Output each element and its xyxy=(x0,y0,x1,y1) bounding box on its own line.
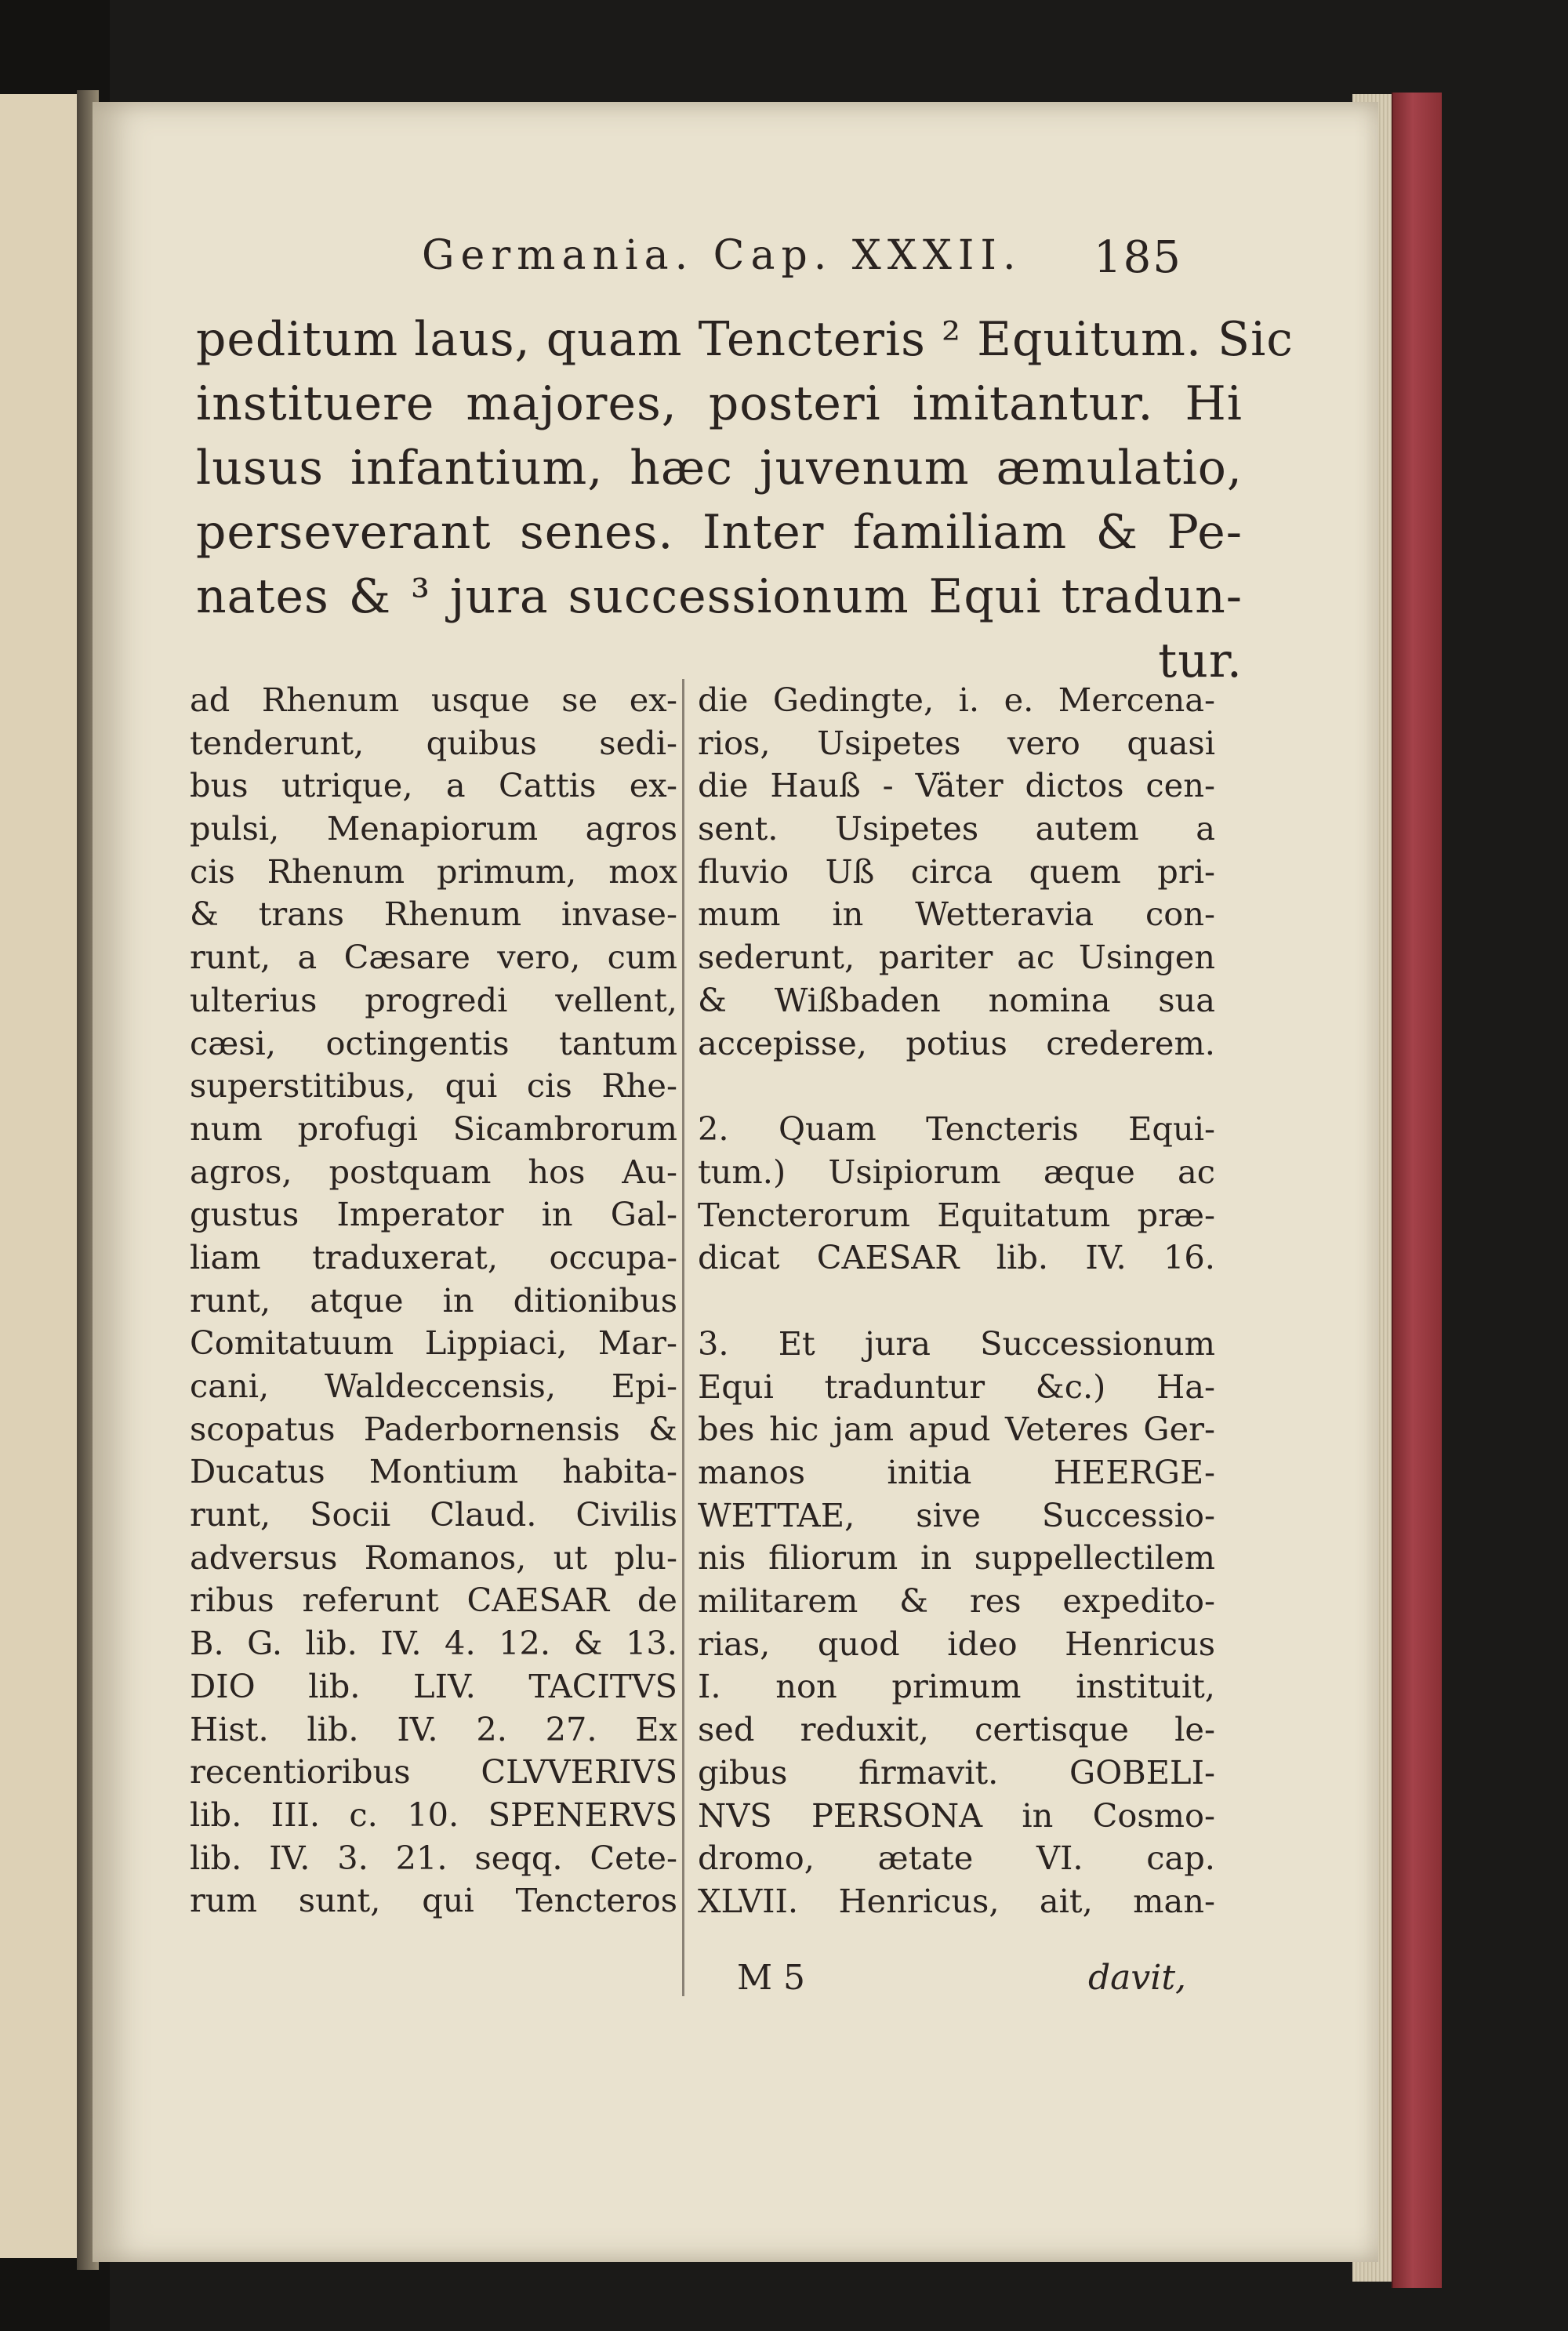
note-line: bes hic jam apud Veteres Ger- xyxy=(698,1410,1215,1449)
note-line: adversus Romanos, ut plu- xyxy=(190,1538,677,1577)
note-line: rios, Usipetes vero quasi xyxy=(698,723,1215,762)
note-line: rias, quod ideo Henricus xyxy=(698,1624,1215,1663)
running-head-title: Germania. Cap. XXXII. xyxy=(422,232,1022,279)
main-line: nates & ³ jura successionum Equi tradun- xyxy=(196,569,1243,624)
note-line: & trans Rhenum invase- xyxy=(190,895,677,934)
note-line: Hist. lib. IV. 2. 27. Ex xyxy=(190,1709,677,1748)
main-line: perseverant senes. Inter familiam & Pe- xyxy=(196,505,1243,560)
note-line: XLVII. Henricus, ait, man- xyxy=(698,1881,1215,1920)
note-line: ad Rhenum usque se ex- xyxy=(190,681,677,719)
note-line: bus utrique, a Cattis ex- xyxy=(190,766,677,805)
note-line: cani, Waldeccensis, Epi- xyxy=(190,1367,677,1405)
main-line: peditum laus, quam Tencteris ² Equitum. Sic xyxy=(196,312,1294,367)
note-gap xyxy=(698,1065,1215,1108)
note-line: ribus referunt CAESAR de xyxy=(190,1581,677,1620)
note-gap xyxy=(698,1280,1215,1323)
note-line: die Hauß - Väter dictos cen- xyxy=(698,766,1215,805)
note-line: runt, Socii Claud. Civilis xyxy=(190,1495,677,1534)
note-line: I. non primum instituit, xyxy=(698,1667,1215,1706)
note-line: militarem & res expedito- xyxy=(698,1581,1215,1621)
note-line: dicat CAESAR lib. IV. 16. xyxy=(698,1238,1215,1277)
catchword: davit, xyxy=(1088,1958,1186,1998)
note-line: Ducatus Montium habita- xyxy=(190,1452,677,1491)
main-line: tur. xyxy=(1158,634,1243,688)
note-line: 2. Quam Tencteris Equi- xyxy=(698,1109,1215,1149)
note-line: sederunt, pariter ac Usingen xyxy=(698,938,1215,977)
main-line: instituere majores, posteri imitantur. Hi xyxy=(196,376,1243,431)
main-line: lusus infantium, hæc juvenum æmulatio, xyxy=(196,441,1243,496)
note-line: & Wißbaden nomina sua xyxy=(698,980,1215,1019)
note-line: NVS PERSONA in Cosmo- xyxy=(698,1795,1215,1835)
previous-page-edge xyxy=(0,94,82,2258)
column-divider xyxy=(682,679,684,1996)
note-line: manos initia HEERGE- xyxy=(698,1453,1215,1491)
note-line: gustus Imperator in Gal- xyxy=(190,1195,677,1234)
note-line: Equi traduntur &c.) Ha- xyxy=(698,1367,1215,1406)
note-line: Tencterorum Equitatum præ- xyxy=(698,1195,1215,1234)
note-line: DIO lib. LIV. TACITVS xyxy=(190,1666,677,1705)
note-line: 3. Et jura Successionum xyxy=(698,1323,1215,1363)
note-line: dromo, ætate VI. cap. xyxy=(698,1839,1215,1878)
main-text-block xyxy=(196,307,1294,693)
note-line: fluvio Uß circa quem pri- xyxy=(698,851,1215,891)
note-line: scopatus Paderbornensis & xyxy=(190,1409,677,1448)
red-fore-edge xyxy=(1392,93,1442,2288)
note-line: lib. IV. 3. 21. seqq. Cete- xyxy=(190,1838,677,1877)
note-line: recentioribus CLVVERIVS xyxy=(190,1752,677,1792)
page-number: 185 xyxy=(1094,232,1182,283)
note-line: nis filiorum in suppellectilem xyxy=(698,1538,1215,1578)
note-line: ulterius progredi vellent, xyxy=(190,980,677,1019)
signature-mark: M 5 xyxy=(737,1958,806,1998)
note-line: runt, atque in ditionibus xyxy=(190,1280,677,1320)
note-line: tum.) Usipiorum æque ac xyxy=(698,1152,1215,1191)
note-line: sent. Usipetes autem a xyxy=(698,809,1215,848)
note-line: B. G. lib. IV. 4. 12. & 13. xyxy=(190,1624,677,1663)
note-line: gibus firmavit. GOBELI- xyxy=(698,1752,1215,1792)
note-line: accepisse, potius crederem. xyxy=(698,1023,1215,1062)
note-line: pulsi, Menapiorum agros xyxy=(190,809,677,848)
note-line: WETTAE, sive Successio- xyxy=(698,1495,1215,1534)
note-line: num profugi Sicambrorum xyxy=(190,1109,677,1148)
note-line: runt, a Cæsare vero, cum xyxy=(190,938,677,977)
notes-left-column xyxy=(190,679,677,1923)
note-line: lib. III. c. 10. SPENERVS xyxy=(190,1795,677,1834)
notes-right-column xyxy=(698,679,1215,1923)
note-line: superstitibus, qui cis Rhe- xyxy=(190,1066,677,1106)
note-line: rum sunt, qui Tencteros xyxy=(190,1881,677,1920)
note-line: cis Rhenum primum, mox xyxy=(190,851,677,891)
note-line: cæsi, octingentis tantum xyxy=(190,1023,677,1062)
note-line: agros, postquam hos Au- xyxy=(190,1152,677,1191)
note-line: tenderunt, quibus sedi- xyxy=(190,723,677,762)
note-line: liam traduxerat, occupa- xyxy=(190,1237,677,1276)
note-line: Comitatuum Lippiaci, Mar- xyxy=(190,1323,677,1363)
note-line: mum in Wetteravia con- xyxy=(698,895,1215,934)
note-line: sed reduxit, certisque le- xyxy=(698,1710,1215,1749)
note-line: die Gedingte, i. e. Mercena- xyxy=(698,681,1215,719)
